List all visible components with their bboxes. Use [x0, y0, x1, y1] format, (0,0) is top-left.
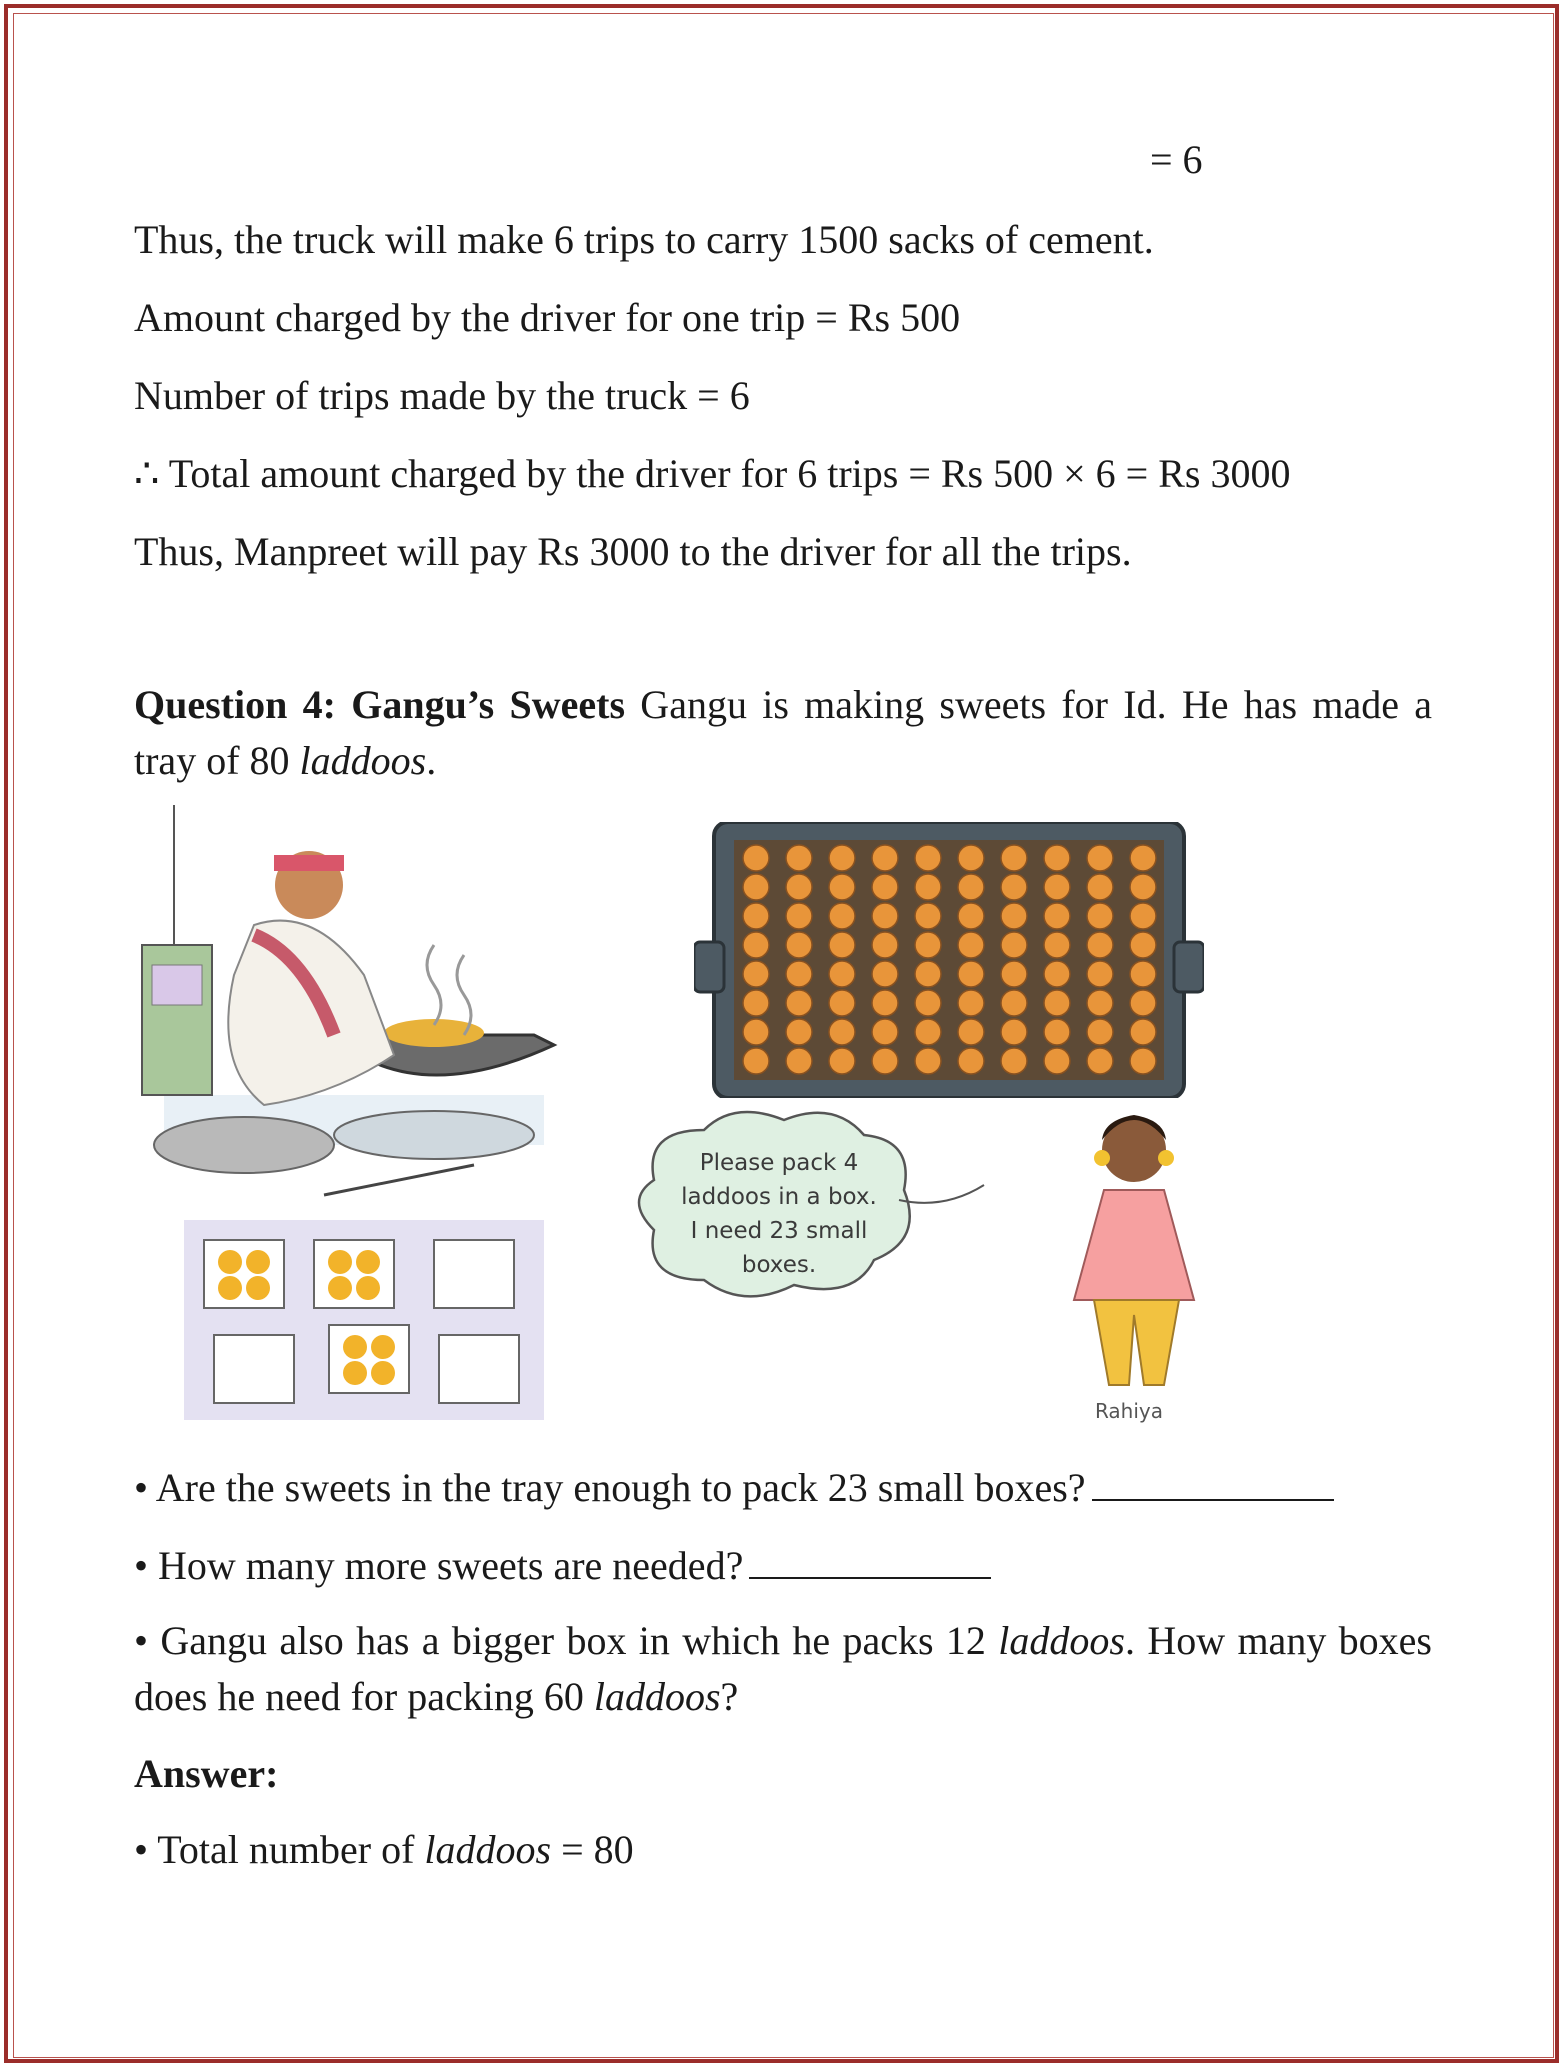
cook-illustration: [134, 805, 574, 1425]
laddoo: [328, 1276, 352, 1300]
box-full-3: [329, 1325, 409, 1393]
tray-laddoo: [915, 845, 941, 871]
tray-laddoo: [829, 990, 855, 1016]
tray-laddoo: [1130, 990, 1156, 1016]
bullet-3-end: ?: [720, 1674, 739, 1719]
steam-icon: [427, 945, 441, 1025]
laddoo: [356, 1276, 380, 1300]
box-empty-3: [439, 1335, 519, 1403]
box-full-2: [314, 1240, 394, 1308]
tray-laddoo: [1130, 1019, 1156, 1045]
answer-blank-2[interactable]: [749, 1543, 991, 1579]
bubble-line-3: I need 23 small: [690, 1218, 868, 1244]
tray-laddoo: [872, 845, 898, 871]
tray-laddoo: [743, 932, 769, 958]
tray-laddoo: [1044, 1048, 1070, 1074]
bullet-1: [134, 1464, 1334, 1512]
tray-laddoo: [1087, 903, 1113, 929]
tray-laddoo: [786, 845, 812, 871]
tray-laddoo: [743, 874, 769, 900]
tray-laddoo: [1001, 874, 1027, 900]
girl-illustration: [624, 1100, 1244, 1430]
tray-laddoo: [1130, 961, 1156, 987]
tray-laddoo: [958, 990, 984, 1016]
bubble-line-2: laddoos in a box.: [681, 1184, 877, 1210]
bubble-line-1: Please pack 4: [699, 1150, 859, 1176]
laddoo-tray: [694, 822, 1204, 1098]
bullet-3-part-1: • Gangu also has a bigger box in which he packs 12: [134, 1618, 999, 1663]
tray-laddoo: [872, 932, 898, 958]
bullet-1-text: • Are the sweets in the tray enough to pack 23 small boxes?: [134, 1465, 1086, 1510]
tray-laddoo: [786, 903, 812, 929]
tray-laddoo: [743, 903, 769, 929]
tray-laddoo: [1087, 1019, 1113, 1045]
girl-name-caption: Rahiya: [1094, 1399, 1164, 1423]
hair-ribbon-left: [1094, 1150, 1110, 1166]
bullet-3: [134, 1613, 1432, 1725]
tray-laddoo: [915, 932, 941, 958]
laddoo: [343, 1335, 367, 1359]
laddoo: [328, 1250, 352, 1274]
tray-laddoo: [1001, 903, 1027, 929]
tray-laddoo: [1001, 1048, 1027, 1074]
tray-laddoo: [743, 961, 769, 987]
tray-laddoo: [829, 961, 855, 987]
tray-laddoo: [915, 1048, 941, 1074]
tray-laddoo: [786, 1019, 812, 1045]
tray-laddoo: [915, 990, 941, 1016]
girl-trousers: [1094, 1300, 1179, 1385]
question-4-text: [134, 677, 1432, 789]
tray-laddoo: [743, 990, 769, 1016]
tray-laddoo: [743, 1048, 769, 1074]
bubble-line-4: boxes.: [741, 1252, 817, 1278]
tray-laddoo: [743, 1019, 769, 1045]
solution-line-3: Number of trips made by the truck = 6: [134, 373, 750, 418]
cook-body: [228, 921, 394, 1105]
tray-laddoo: [786, 1048, 812, 1074]
bullet-3-italic-1: laddoos: [998, 1618, 1125, 1663]
tray-laddoo: [1044, 1019, 1070, 1045]
tray-laddoo: [1001, 990, 1027, 1016]
tray-laddoo: [829, 932, 855, 958]
tray-laddoo: [1001, 845, 1027, 871]
serving-plate: [334, 1111, 534, 1159]
laddoo: [246, 1250, 270, 1274]
tray-laddoo: [872, 874, 898, 900]
tray-laddoo: [786, 932, 812, 958]
tray-laddoo: [829, 1048, 855, 1074]
tray-laddoo: [829, 903, 855, 929]
tray-laddoo: [1087, 932, 1113, 958]
tray-laddoo: [958, 845, 984, 871]
tray-laddoo: [872, 990, 898, 1016]
tray-handle-left: [694, 942, 724, 992]
tray-laddoo: [872, 1019, 898, 1045]
tray-laddoo: [786, 874, 812, 900]
answer-label: Answer:: [134, 1751, 279, 1796]
solution-line-1: Thus, the truck will make 6 trips to carry 1500 sacks of cement.: [134, 217, 1154, 262]
tray-laddoo: [1001, 961, 1027, 987]
tray-laddoo: [1001, 932, 1027, 958]
solution-line-5: Thus, Manpreet will pay Rs 3000 to the driver for all the trips.: [134, 529, 1132, 574]
girl-dress: [1074, 1190, 1194, 1300]
tray-laddoo: [872, 961, 898, 987]
tray-laddoo: [1087, 845, 1113, 871]
tray-laddoo: [1044, 932, 1070, 958]
tray-laddoo: [1044, 961, 1070, 987]
laddoo: [218, 1250, 242, 1274]
tray-laddoo: [1130, 874, 1156, 900]
question-4-heading: Question 4: Gangu’s Sweets: [134, 682, 626, 727]
laddoo: [246, 1276, 270, 1300]
tray-laddoo: [743, 845, 769, 871]
tray-laddoo: [1130, 932, 1156, 958]
tray-laddoo: [1001, 1019, 1027, 1045]
tray-laddoo: [958, 1019, 984, 1045]
solution-line-4: ∴ Total amount charged by the driver for 6 trips = Rs 500 × 6 = Rs 3000: [134, 451, 1291, 496]
tray-laddoo: [915, 961, 941, 987]
laddoo: [371, 1335, 395, 1359]
answer-line-1-part-1: • Total number of: [134, 1827, 425, 1872]
tray-laddoo: [915, 1019, 941, 1045]
ladle: [324, 1165, 474, 1195]
hair-ribbon-right: [1158, 1150, 1174, 1166]
tray-laddoo: [1130, 845, 1156, 871]
tray-laddoo: [829, 1019, 855, 1045]
question-4-end: .: [426, 738, 437, 783]
answer-line-1-italic: laddoos: [424, 1827, 552, 1872]
carry-result: = 6: [1150, 137, 1203, 182]
tray-laddoo: [1044, 990, 1070, 1016]
box-empty-2: [214, 1335, 294, 1403]
tray-laddoo: [786, 990, 812, 1016]
tray-laddoo: [915, 874, 941, 900]
tray-laddoo: [1044, 845, 1070, 871]
tray-laddoo: [958, 903, 984, 929]
tray-laddoo: [1044, 874, 1070, 900]
bullet-2-text: • How many more sweets are needed?: [134, 1543, 744, 1588]
answer-line-1: [134, 1826, 634, 1874]
tray-laddoo: [1087, 1048, 1113, 1074]
tray-laddoo: [1044, 903, 1070, 929]
bullet-3-italic-2: laddoos: [593, 1674, 721, 1719]
bullet-3-part-2: . How many boxes does he need for packing 60: [134, 1618, 1432, 1719]
tray-laddoo: [1087, 990, 1113, 1016]
tray-laddoo: [1087, 961, 1113, 987]
laddoo: [218, 1276, 242, 1300]
box-empty-1: [434, 1240, 514, 1308]
answer-blank-1[interactable]: [1092, 1465, 1334, 1501]
tray-laddoo: [1130, 903, 1156, 929]
laddoo: [356, 1250, 380, 1274]
solution-line-2: Amount charged by the driver for one trip = Rs 500: [134, 295, 961, 340]
tray-laddoo: [958, 932, 984, 958]
bullet-2: [134, 1542, 991, 1590]
shelf-jar: [152, 965, 202, 1005]
tray-handle-right: [1174, 942, 1204, 992]
tray-laddoo: [1130, 1048, 1156, 1074]
answer-line-1-end: = 80: [551, 1827, 634, 1872]
speech-bubble-tail: [899, 1185, 984, 1203]
tray-laddoo: [958, 1048, 984, 1074]
question-4-italic: laddoos: [299, 738, 427, 783]
tray-laddoo: [958, 874, 984, 900]
tray-laddoo: [915, 903, 941, 929]
laddoo: [343, 1361, 367, 1385]
tray-laddoo: [958, 961, 984, 987]
tray-laddoo: [829, 845, 855, 871]
tray-laddoo: [872, 903, 898, 929]
tray-laddoo: [829, 874, 855, 900]
tray-laddoo: [786, 961, 812, 987]
tray-laddoo: [872, 1048, 898, 1074]
laddoo: [371, 1361, 395, 1385]
question-4-body: Gangu is making sweets for Id. He has made a tray of 80: [134, 682, 1432, 783]
box-full-1: [204, 1240, 284, 1308]
cooking-pot: [154, 1117, 334, 1173]
cook-headband: [274, 855, 344, 871]
tray-laddoo: [1087, 874, 1113, 900]
